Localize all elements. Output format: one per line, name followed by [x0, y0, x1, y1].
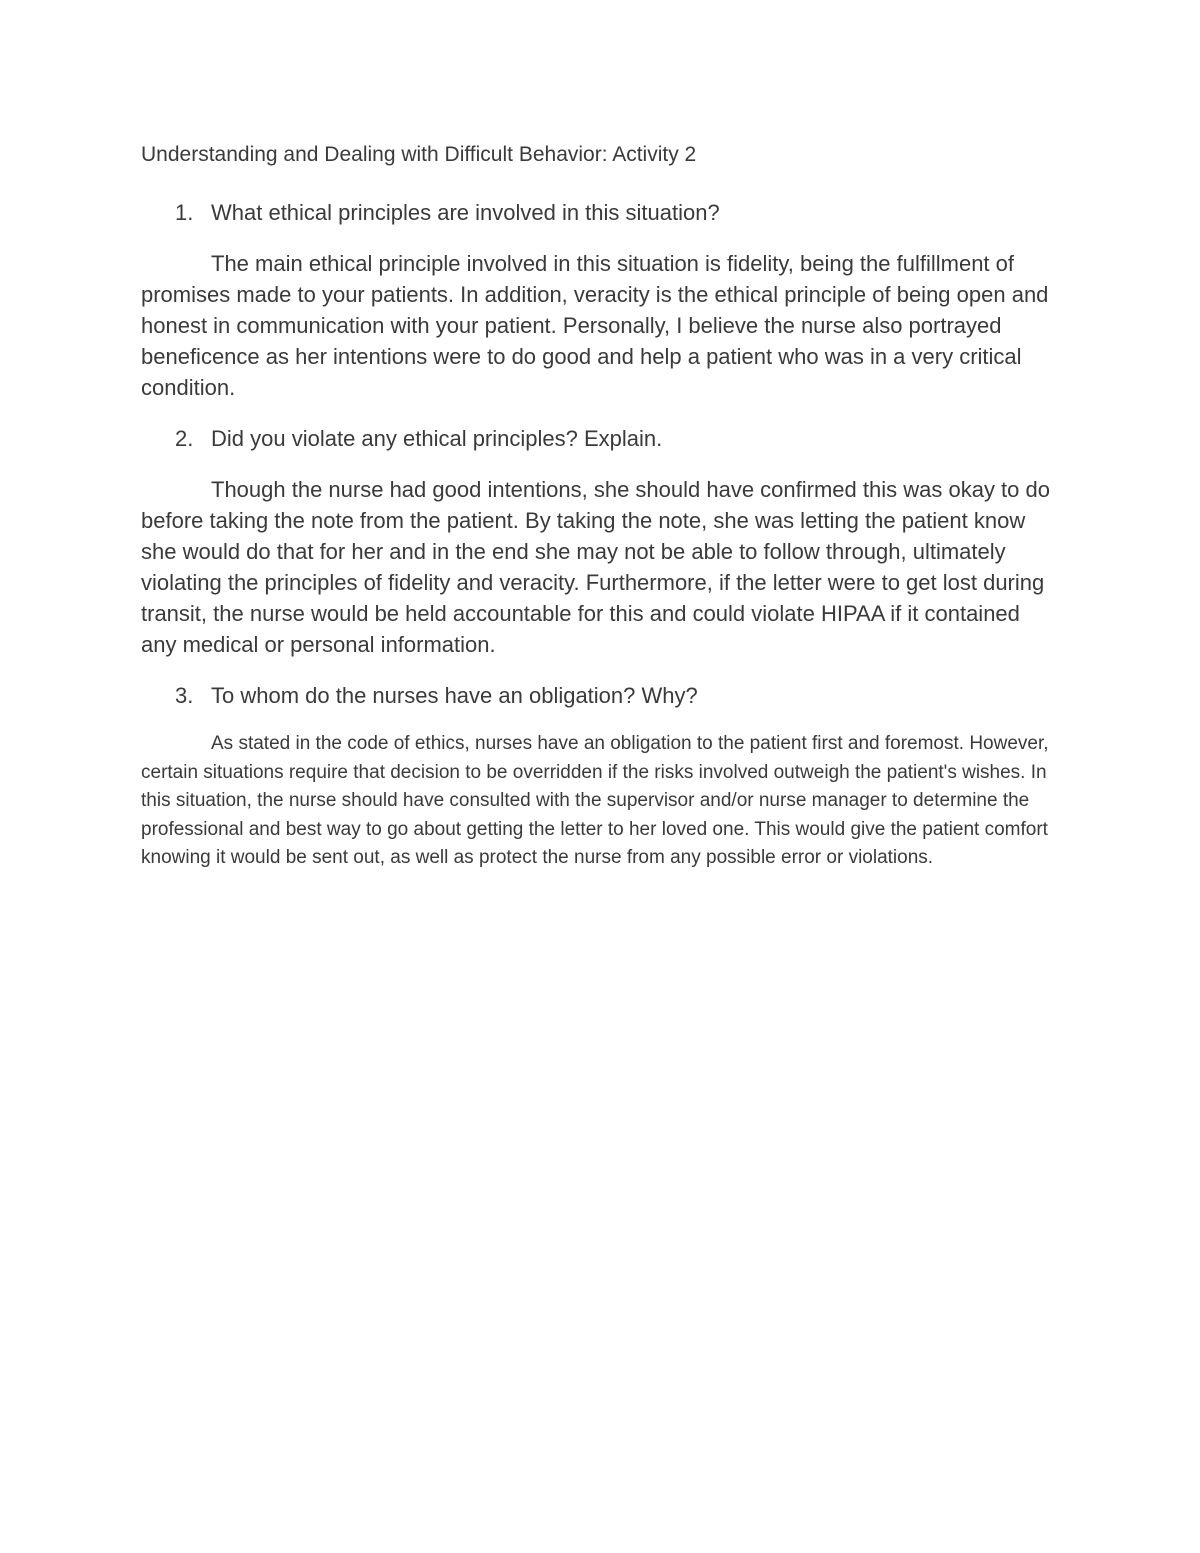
question-2 — [175, 424, 1095, 454]
answer-3: As stated in the code of ethics, nurses have an obligation to the patient first and foremost. However, certain situations require that decision to be overridden if the risks involved outweigh the patient's wishes. In this situation, the nurse should have consulted with the supervisor and/or nurse manager to determine the professional and best way to go about getting the letter to her loved one. This would give the patient comfort knowing it would be sent out, as well as protect the nurse from any possible error or violations. — [141, 733, 1049, 869]
question-2-number: 2. — [175, 426, 194, 451]
document-title: Understanding and Dealing with Difficult Behavior: Activity 2 — [141, 143, 697, 166]
question-2-text: Did you violate any ethical principles? Explain. — [211, 426, 663, 451]
question-1 — [175, 198, 1095, 228]
question-1-number: 1. — [175, 200, 194, 225]
answer-1: The main ethical principle involved in this situation is fidelity, being the fulfillment of promises made to your patients. In addition, veracity is the ethical principle of being open and honest in communication with your patient. Personally, I believe the nurse also portrayed beneficence as her intentions were to do good and help a patient who was in a very critical condition. — [141, 251, 1049, 400]
question-1-text: What ethical principles are involved in this situation? — [211, 200, 720, 225]
question-3-text: To whom do the nurses have an obligation? Why? — [211, 683, 698, 708]
question-3-number: 3. — [175, 683, 194, 708]
answer-2: Though the nurse had good intentions, she should have confirmed this was okay to do before taking the note from the patient. By taking the note, she was letting the patient know she would do that for her and in the end she may not be able to follow through, ultimately violating the principles of fidelity and veracity. Furthermore, if the letter were to get lost during transit, the nurse would be held accountable for this and could violate HIPAA if it contained any medical or personal information. — [141, 477, 1050, 657]
question-3 — [175, 681, 1095, 711]
